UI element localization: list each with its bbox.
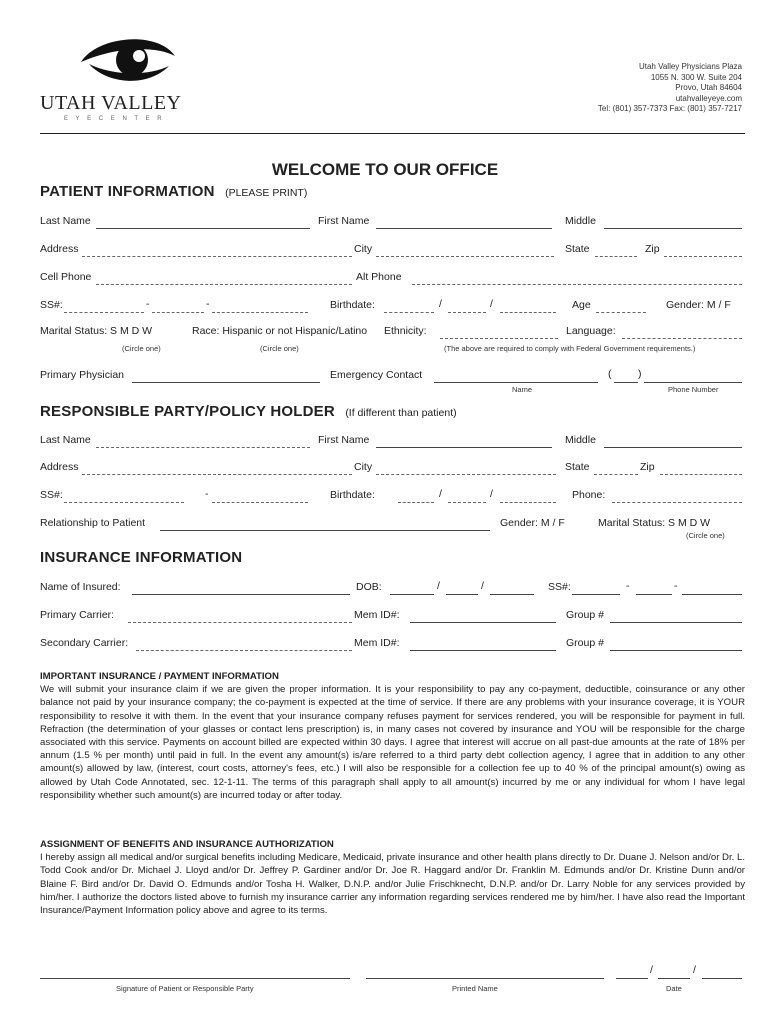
label-phone: Phone:	[572, 489, 606, 501]
assignment-text: I hereby assign all medical and/or surgical benefits including Medicare, Medicaid, private insurance and other health plans directly to Dr. Duane J. Nelson and/or Dr. L. Todd Cook and/or Dr. Michael J. Lloyd and/or Dr. Jeffrey P. Gardiner and/or Dr. Joe R. Haggard and/or Dr. Franklin M. Edmunds and/or Dr. Kristine Dunn and/or Blaine F. Bird and/or Dr. David O. Edmunds and/or Tosha H. Walker, D.N.P. and/or Julie Frischknecht, D.N.P. and/or Dr. Larry Noble for any services provided by him/her. I authorize the doctors listed above to furnish my insurance carrier any information regarding services rendered me by him/her. I have also read the Important Insurance/Payment Information policy above and agree to its terms.	[40, 852, 745, 917]
responsible-phone-field[interactable]	[612, 502, 742, 503]
responsible-ss-field-2[interactable]	[212, 502, 308, 503]
section-note: (PLEASE PRINT)	[225, 187, 308, 199]
address-line: Utah Valley Physicians Plaza	[638, 62, 742, 71]
circle-one-note: (Circle one)	[122, 344, 161, 353]
patient-language-field[interactable]	[622, 338, 742, 339]
logo-subtitle: E Y E C E N T E R	[64, 116, 165, 122]
address-line: Provo, Utah 84604	[675, 83, 742, 92]
patient-alt-field[interactable]	[412, 284, 742, 285]
patient-last-name-field[interactable]	[96, 228, 310, 229]
label-state: State	[565, 243, 590, 255]
assignment-heading: ASSIGNMENT OF BENEFITS AND INSURANCE AUTHORIZATION	[40, 839, 334, 850]
signature-field[interactable]	[40, 978, 350, 979]
header-rule	[40, 133, 745, 134]
primary-physician-field[interactable]	[132, 382, 320, 383]
name-caption: Name	[512, 385, 533, 394]
phone-paren-open: (	[608, 368, 612, 380]
label-ss: SS#:	[40, 299, 63, 311]
printed-name-caption: Printed Name	[452, 984, 498, 993]
label-group: Group #	[566, 637, 604, 649]
important-info-text: We will submit your insurance claim if we are given the proper information. It is your responsibility to pay any co-payment, deductible, coinsurance or any other balance not paid by your insurance company; the co-payment is expected at the time of service. If there are any problems with your insurance coverage, it is YOUR responsibility to resolve it with them. In the event that your insurance company refuses payment for services rendered, you will be responsible for payment in full. Refraction (the determination of your glasses or contact lens prescription) is, in many cases not covered by insurance and YOU will be responsible for the charge associated with this service. Payments on account billed are expected within 30 days. I agree that interest will accrue on all past-due amounts at the rate of 18% per annum (1.5 % per month) until paid in full. In the event any amount(s) is/are referred to a third party debt collection agency, I agree that in addition to any other amount(s) allowed by law, (interest, court costs, attorney's fees, etc.) I will also be responsible for a collection fee up to 40 % of the principal amount(s) owing as allowed by Utah Code Annotated, sec. 12-1-11. The terms of this paragraph shall apply to all amount(s) incurred by me or any individual for whom I have legal responsibility whether such amount(s) are incurred today or after today.	[40, 684, 745, 801]
label-gender[interactable]: Gender: M / F	[666, 299, 731, 311]
patient-ss-field-3[interactable]	[212, 312, 308, 313]
circle-one-note: (Circle one)	[686, 531, 725, 540]
patient-ss-field-1[interactable]	[64, 312, 144, 313]
label-middle: Middle	[565, 434, 596, 446]
responsible-birth-year[interactable]	[500, 502, 556, 503]
label-relationship: Relationship to Patient	[40, 517, 146, 529]
address-line: 1055 N. 300 W. Suite 204	[650, 72, 742, 82]
address-line: Tel: (801) 357-7373 Fax: (801) 357-7217	[597, 104, 742, 113]
label-middle: Middle	[565, 215, 596, 227]
emergency-name-field[interactable]	[434, 382, 598, 383]
label-marital-status[interactable]: Marital Status: S M D W	[598, 517, 711, 529]
insurance-heading: INSURANCE INFORMATION	[40, 549, 243, 566]
insured-ss-field-3[interactable]	[682, 594, 742, 595]
label-alt-phone: Alt Phone	[356, 271, 402, 283]
patient-middle-field[interactable]	[604, 228, 742, 229]
label-city: City	[354, 243, 373, 255]
label-address: Address	[40, 461, 79, 473]
patient-address-field[interactable]	[82, 256, 352, 257]
logo	[40, 32, 190, 127]
signature-caption: Signature of Patient or Responsible Party	[116, 984, 254, 993]
label-name-of-insured: Name of Insured:	[40, 581, 121, 593]
label-city: City	[354, 461, 373, 473]
sign-date-month[interactable]	[616, 978, 648, 979]
patient-birth-month[interactable]	[384, 312, 434, 313]
date-slash: /	[693, 964, 696, 976]
insured-dob-day[interactable]	[446, 594, 478, 595]
label-birthdate: Birthdate:	[330, 489, 375, 501]
date-slash: /	[481, 580, 484, 592]
insured-dob-year[interactable]	[490, 594, 534, 595]
responsible-heading	[40, 403, 457, 421]
secondary-carrier-field[interactable]	[136, 650, 352, 651]
phone-number-caption: Phone Number	[668, 385, 719, 394]
section-title: RESPONSIBLE PARTY/POLICY HOLDER	[40, 403, 335, 420]
insured-ss-field-1[interactable]	[572, 594, 620, 595]
label-age: Age	[572, 299, 591, 311]
responsible-birth-month[interactable]	[398, 502, 434, 503]
date-caption: Date	[666, 984, 682, 993]
responsible-state-field[interactable]	[594, 474, 638, 475]
insured-ss-field-2[interactable]	[636, 594, 672, 595]
label-zip: Zip	[640, 461, 655, 473]
date-slash: /	[490, 298, 493, 310]
patient-first-name-field[interactable]	[376, 228, 552, 229]
ss-dash: -	[146, 298, 150, 310]
label-first-name: First Name	[318, 434, 370, 446]
responsible-first-name-field[interactable]	[376, 447, 552, 448]
patient-ss-field-2[interactable]	[152, 312, 204, 313]
patient-birth-day[interactable]	[448, 312, 486, 313]
date-slash: /	[490, 488, 493, 500]
sign-date-year[interactable]	[702, 978, 742, 979]
insured-dob-month[interactable]	[390, 594, 434, 595]
secondary-mem-id-field[interactable]	[410, 650, 556, 651]
primary-group-field[interactable]	[610, 622, 742, 623]
label-emergency-contact: Emergency Contact	[330, 369, 423, 381]
ss-dash: -	[206, 298, 210, 310]
section-title: PATIENT INFORMATION	[40, 183, 215, 200]
label-language: Language:	[566, 325, 616, 337]
date-slash: /	[439, 488, 442, 500]
patient-state-field[interactable]	[595, 256, 637, 257]
patient-city-field[interactable]	[376, 256, 554, 257]
label-mem-id: Mem ID#:	[354, 637, 400, 649]
ss-dash: -	[205, 488, 209, 500]
label-address: Address	[40, 243, 79, 255]
responsible-birth-day[interactable]	[448, 502, 486, 503]
office-address	[598, 62, 742, 115]
responsible-city-field[interactable]	[376, 474, 556, 475]
patient-cell-field[interactable]	[96, 284, 352, 285]
label-last-name: Last Name	[40, 434, 91, 446]
primary-mem-id-field[interactable]	[410, 622, 556, 623]
label-last-name: Last Name	[40, 215, 91, 227]
label-primary-carrier: Primary Carrier:	[40, 609, 115, 621]
label-primary-physician: Primary Physician	[40, 369, 125, 381]
label-cell-phone: Cell Phone	[40, 271, 92, 283]
patient-ethnicity-field[interactable]	[440, 338, 558, 339]
page-title: WELCOME TO OUR OFFICE	[271, 160, 499, 179]
federal-requirement-note: (The above are required to comply with Federal Government requirements.)	[444, 344, 696, 353]
label-birthdate: Birthdate:	[330, 299, 375, 311]
label-zip: Zip	[645, 243, 660, 255]
label-ethnicity: Ethnicity:	[384, 325, 427, 337]
responsible-address-field[interactable]	[82, 474, 352, 475]
section-note: (If different than patient)	[345, 407, 457, 419]
label-marital-status[interactable]: Marital Status: S M D W	[40, 325, 153, 337]
patient-heading	[40, 183, 307, 201]
date-slash: /	[439, 298, 442, 310]
label-gender[interactable]: Gender: M / F	[500, 517, 565, 529]
label-first-name: First Name	[318, 215, 370, 227]
sign-date-day[interactable]	[658, 978, 690, 979]
label-race[interactable]: Race: Hispanic or not Hispanic/Latino	[192, 325, 368, 337]
responsible-zip-field[interactable]	[660, 474, 742, 475]
address-line: utahvalleyeye.com	[675, 93, 742, 103]
label-dob: DOB:	[356, 581, 382, 593]
label-state: State	[565, 461, 590, 473]
responsible-ss-field-1[interactable]	[64, 502, 184, 503]
label-mem-id: Mem ID#:	[354, 609, 400, 621]
responsible-last-name-field[interactable]	[96, 447, 310, 448]
logo-title: UTAH VALLEY	[40, 92, 182, 114]
assignment-block	[40, 838, 745, 917]
label-secondary-carrier: Secondary Carrier:	[40, 637, 129, 649]
date-slash: /	[437, 580, 440, 592]
important-info-heading: IMPORTANT INSURANCE / PAYMENT INFORMATION	[40, 671, 279, 682]
patient-birth-year[interactable]	[500, 312, 556, 313]
label-ss: SS#:	[548, 581, 571, 593]
ss-dash: -	[626, 580, 630, 592]
label-ss: SS#:	[40, 489, 63, 501]
label-group: Group #	[566, 609, 604, 621]
ss-dash: -	[674, 580, 678, 592]
secondary-group-field[interactable]	[610, 650, 742, 651]
date-slash: /	[650, 964, 653, 976]
emergency-phone-field[interactable]	[644, 382, 742, 383]
relationship-field[interactable]	[160, 530, 490, 531]
emergency-area-code-field[interactable]	[614, 382, 638, 383]
eye-logo-icon	[77, 32, 177, 90]
insured-name-field[interactable]	[132, 594, 350, 595]
responsible-middle-field[interactable]	[604, 447, 742, 448]
patient-age-field[interactable]	[596, 312, 646, 313]
circle-one-note: (Circle one)	[260, 344, 299, 353]
important-info-block	[40, 670, 745, 802]
phone-paren-close: )	[638, 368, 642, 380]
primary-carrier-field[interactable]	[128, 622, 352, 623]
printed-name-field[interactable]	[366, 978, 604, 979]
patient-zip-field[interactable]	[664, 256, 742, 257]
